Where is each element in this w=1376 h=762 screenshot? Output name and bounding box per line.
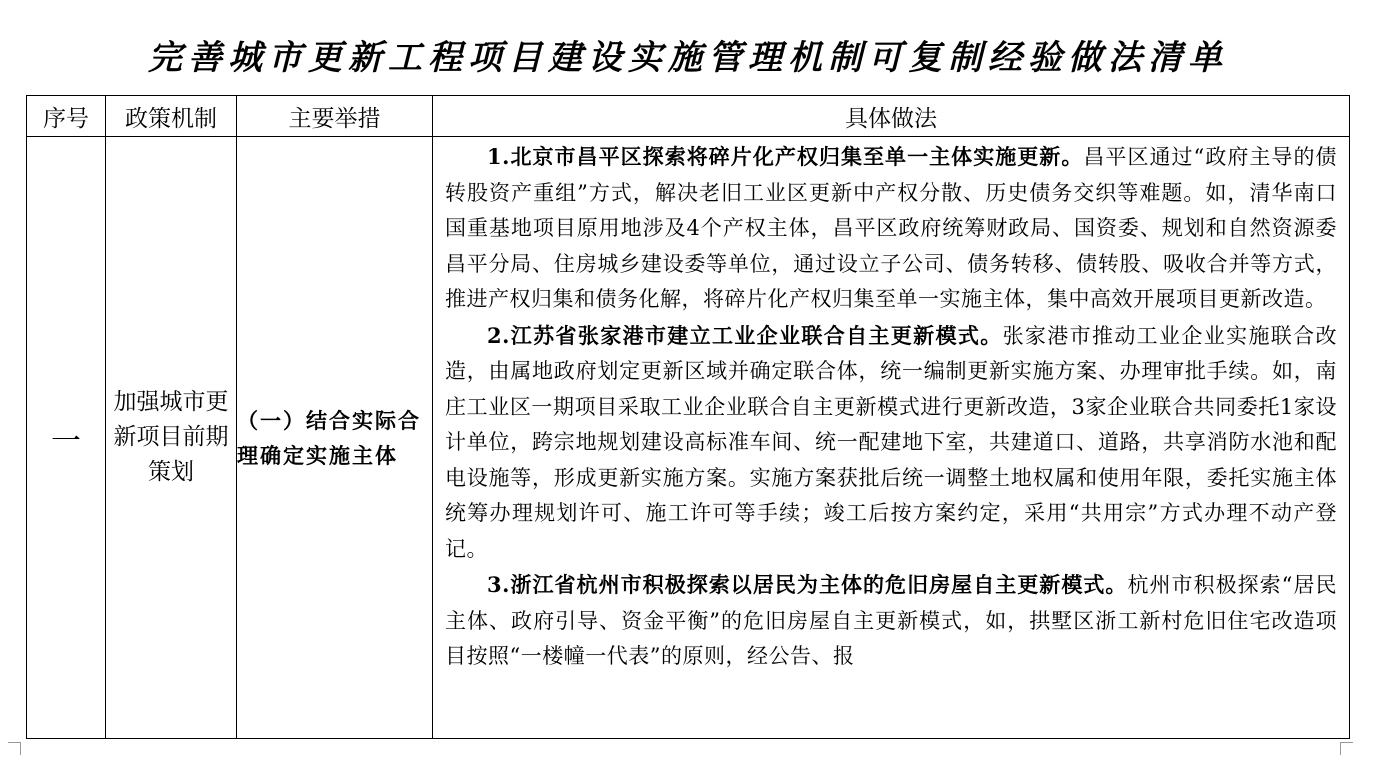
row-seq: 一	[27, 137, 106, 739]
practice-item-3	[445, 567, 1337, 675]
table-row	[27, 137, 1350, 739]
practice-item-1-heading: 1.北京市昌平区探索将碎片化产权归集至单一主体实施更新。	[487, 144, 1084, 169]
practice-item-3-body: 杭州市积极探索“居民主体、政府引导、资金平衡”的危旧房屋自主更新模式，如，拱墅区浙工新村危旧住宅改造项目按照“一楼幢一代表”的原则，经公告、报	[445, 573, 1337, 668]
page-corner-mark-right	[1340, 742, 1353, 755]
header-seq: 序号	[27, 96, 106, 137]
header-measure: 主要举措	[237, 96, 433, 137]
experience-list-table	[26, 95, 1350, 739]
practice-item-1-body: 昌平区通过“政府主导的债转股资产重组”方式，解决老旧工业区更新中产权分散、历史债务交织等难题。如，清华南口国重基地项目原用地涉及4个产权主体，昌平区政府统筹财政局、国资委、规划和自然资源委昌平分局、住房城乡建设委等单位，通过设立子公司、债务转移、债转股、吸收合并等方式，推进产权归集和债务化解，将碎片化产权归集至单一实施主体，集中高效开展项目更新改造。	[445, 145, 1337, 311]
practice-item-2	[445, 318, 1337, 568]
practice-item-3-heading: 3.浙江省杭州市积极探索以居民为主体的危旧房屋自主更新模式。	[487, 572, 1128, 597]
row-policy: 加强城市更新项目前期策划	[106, 137, 237, 739]
header-policy: 政策机制	[106, 96, 237, 137]
page-corner-mark-left	[8, 742, 21, 755]
document-title: 完善城市更新工程项目建设实施管理机制可复制经验做法清单	[148, 38, 1228, 78]
table-header-row	[27, 96, 1350, 137]
practice-item-2-body: 张家港市推动工业企业实施联合改造，由属地政府划定更新区域并确定联合体，统一编制更新实施方案、办理审批手续。如，南庄工业区一期项目采取工业企业联合自主更新模式进行更新改造，3家企业联合共同委托1家设计单位，跨宗地规划建设高标准车间、统一配建地下室，共建道口、道路，共享消防水池和配电设施等，形成更新实施方案。实施方案获批后统一调整土地权属和使用年限，委托实施主体统筹办理规划许可、施工许可等手续；竣工后按方案约定，采用“共用宗”方式办理不动产登记。	[445, 323, 1338, 561]
row-practice	[433, 137, 1350, 739]
header-practice: 具体做法	[433, 96, 1350, 137]
practice-item-1	[445, 139, 1337, 318]
practice-item-2-heading: 2.江苏省张家港市建立工业企业联合自主更新模式。	[487, 322, 1003, 348]
row-measure: （一）结合实际合理确定实施主体	[237, 137, 433, 739]
